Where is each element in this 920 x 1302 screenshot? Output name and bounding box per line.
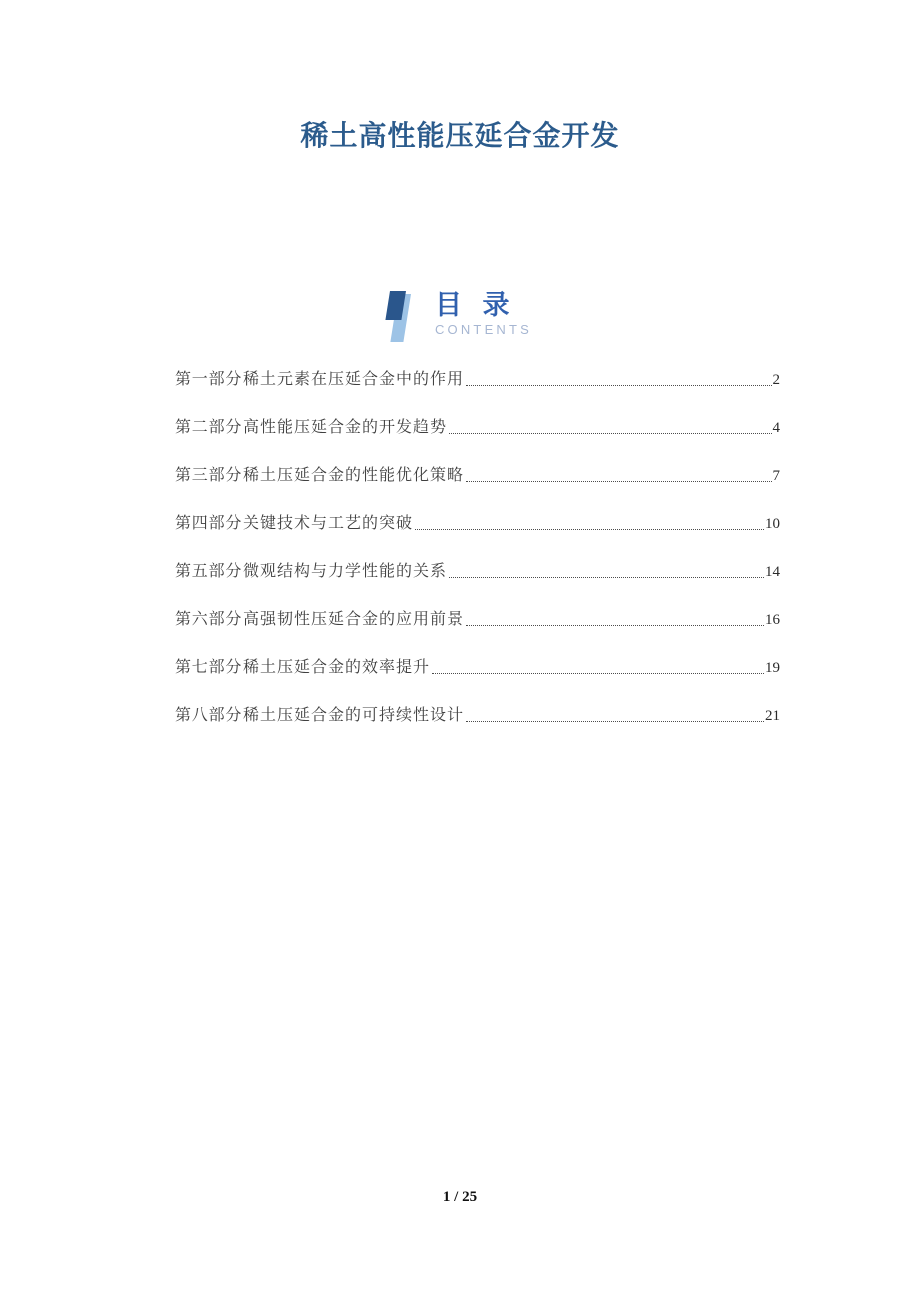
toc-header-text [435, 290, 532, 337]
toc-dot-leader [466, 625, 764, 626]
toc-entry-part-label: 第二部分 [175, 419, 243, 436]
toc-entry-page-number: 10 [765, 516, 780, 532]
toc-heading: 目 录 [434, 290, 510, 320]
toc-entry[interactable] [175, 418, 780, 466]
toc-entry-page-number: 7 [772, 468, 780, 484]
toc-entry-page-number: 16 [765, 612, 780, 628]
toc-entry-line [175, 610, 780, 630]
toc-entry-page-number: 19 [765, 660, 780, 676]
toc-entry-line [175, 466, 780, 486]
toc-subheading: CONTENTS [434, 322, 533, 337]
toc-dot-leader [449, 577, 764, 578]
toc-entry[interactable] [175, 658, 780, 706]
toc-entry[interactable] [175, 562, 780, 610]
document-title: 稀土高性能压延合金开发 [300, 120, 620, 151]
toc-ribbon-icon [388, 290, 422, 348]
toc-entry-line [175, 514, 780, 534]
toc-entry-part-label: 第四部分 [175, 515, 243, 532]
toc-entry-title: 关键技术与工艺的突破 [243, 515, 414, 532]
toc-entry-part-label: 第三部分 [175, 467, 243, 484]
toc-entry[interactable] [175, 514, 780, 562]
toc-entry-line [175, 370, 780, 390]
toc-entry[interactable] [175, 370, 780, 418]
toc-entry-title: 高强韧性压延合金的应用前景 [243, 611, 465, 628]
toc-entry[interactable] [175, 706, 780, 754]
toc-dot-leader [466, 481, 771, 482]
page-number-indicator: 1 / 25 [442, 1189, 478, 1205]
toc-dot-leader [415, 529, 764, 530]
toc-dot-leader [466, 721, 764, 722]
toc-entry-line [175, 658, 780, 678]
toc-entry-part-label: 第六部分 [175, 611, 243, 628]
toc-entry-part-label: 第五部分 [175, 563, 243, 580]
toc-header [0, 290, 920, 348]
toc-entry-title: 稀土压延合金的可持续性设计 [243, 707, 465, 724]
toc-dot-leader [466, 385, 771, 386]
toc-entry[interactable] [175, 610, 780, 658]
toc-entry-title: 稀土元素在压延合金中的作用 [243, 371, 465, 388]
toc-entry-page-number: 21 [765, 708, 780, 724]
toc-dot-leader [449, 433, 771, 434]
toc-entry-part-label: 第七部分 [175, 659, 243, 676]
toc-entry-page-number: 4 [772, 420, 780, 436]
toc-entry-line [175, 418, 780, 438]
toc-entry-part-label: 第一部分 [175, 371, 243, 388]
toc-dot-leader [432, 673, 764, 674]
toc-entry-title: 稀土压延合金的效率提升 [243, 659, 431, 676]
toc-list [175, 370, 780, 754]
toc-entry-page-number: 14 [765, 564, 780, 580]
toc-entry-title: 微观结构与力学性能的关系 [243, 563, 448, 580]
toc-entry-part-label: 第八部分 [175, 707, 243, 724]
toc-entry-title: 稀土压延合金的性能优化策略 [243, 467, 465, 484]
toc-entry[interactable] [175, 466, 780, 514]
toc-entry-line [175, 562, 780, 582]
toc-entry-title: 高性能压延合金的开发趋势 [243, 419, 448, 436]
toc-entry-page-number: 2 [772, 372, 780, 388]
toc-entry-line [175, 706, 780, 726]
